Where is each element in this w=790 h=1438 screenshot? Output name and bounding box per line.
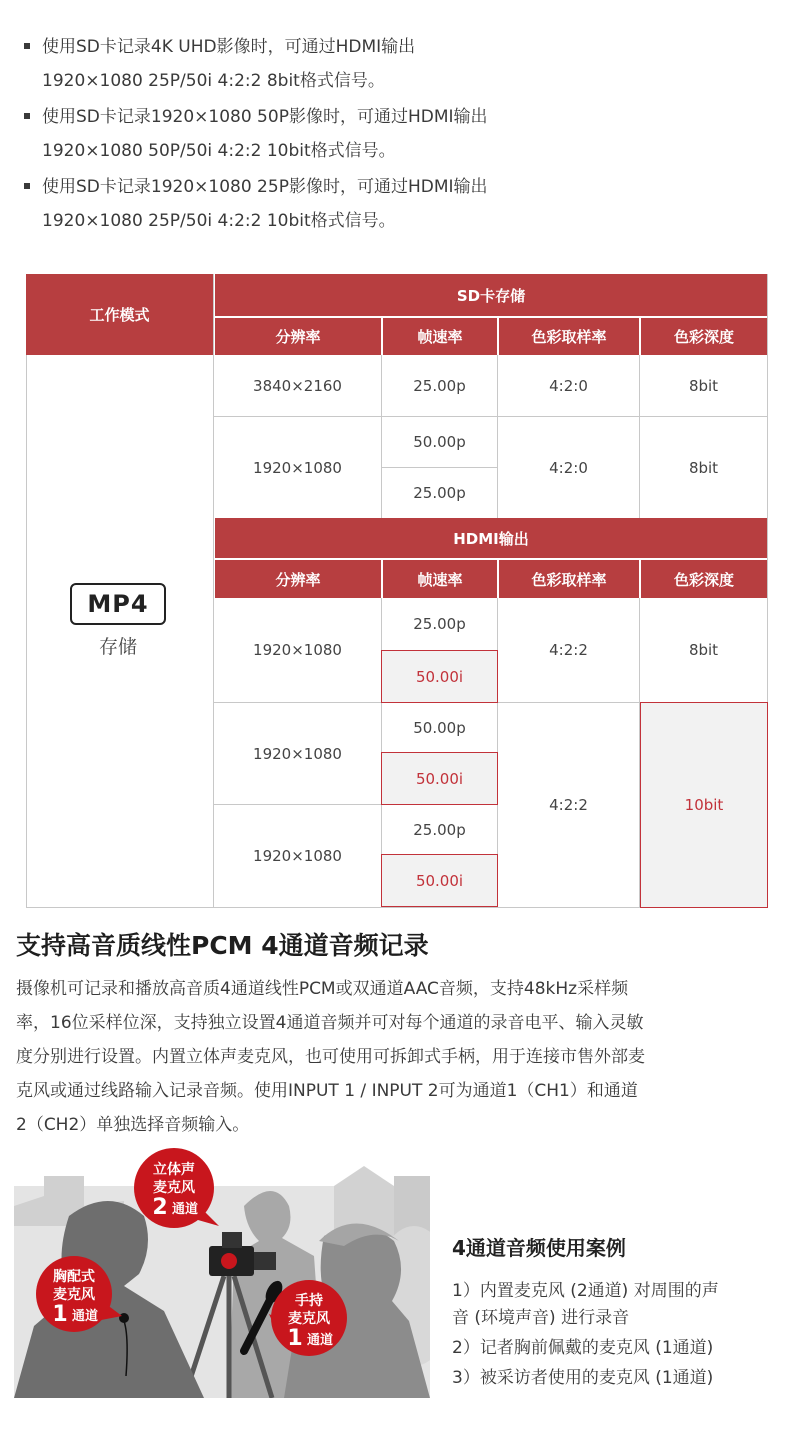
square-bullet-icon	[24, 43, 30, 49]
camera-lens-shape	[254, 1252, 276, 1270]
bullet-item	[22, 100, 722, 168]
sd-r1-resolution: 3840×2160	[253, 376, 342, 395]
usecase-list	[452, 1278, 782, 1395]
bullet-line: 使用SD卡记录4K UHD影像时，可通过HDMI输出	[42, 37, 416, 57]
usecase-item	[452, 1278, 782, 1332]
hdmi-g1-resolution: 1920×1080	[253, 641, 342, 659]
sd-r2-framerate-a: 50.00p	[413, 433, 466, 451]
sd-col-resolution: 分辨率	[215, 318, 381, 355]
hdmi-col-chroma: 色彩取样率	[499, 560, 639, 598]
hdmi-g2-framerate-a: 50.00p	[413, 718, 466, 737]
bullet-line: 使用SD卡记录1920×1080 50P影像时，可通过HDMI输出	[42, 107, 488, 127]
usecase-line: 2）记者胸前佩戴的麦克风 (1通道)	[452, 1338, 714, 1358]
interview-scene-image	[14, 1146, 430, 1398]
feature-bullet-list	[22, 30, 722, 240]
stereo-bubble-line2: 麦克风	[153, 1180, 195, 1196]
usecase-item	[452, 1365, 782, 1392]
usecase-title: 4通道音频使用案例	[452, 1236, 626, 1260]
interview-illustration	[14, 1146, 430, 1398]
hdmi-output-header: HDMI输出	[215, 518, 767, 558]
lapel-bubble-unit: 通道	[71, 1309, 99, 1324]
mode-label: 存储	[98, 636, 137, 658]
sd-r1-framerate: 25.00p	[413, 376, 466, 395]
hdmi-g23-chroma: 4:2:2	[549, 796, 588, 814]
bullet-line: 使用SD卡记录1920×1080 25P影像时，可通过HDMI输出	[42, 177, 488, 197]
stereo-bubble-number: 2	[152, 1195, 168, 1220]
sd-r2-chroma: 4:2:0	[549, 458, 588, 477]
bullet-item	[22, 170, 722, 238]
stereo-bubble-unit: 通道	[171, 1202, 199, 1217]
usecase-item	[452, 1335, 782, 1362]
handheld-bubble-number: 1	[287, 1326, 303, 1351]
paragraph-line: 度分别进行设置。内置立体声麦克风，也可使用可拆卸式手柄，用于连接市售外部麦	[16, 1047, 645, 1067]
hdmi-col-resolution: 分辨率	[215, 560, 381, 598]
square-bullet-icon	[24, 183, 30, 189]
sd-col-depth: 色彩深度	[641, 318, 767, 355]
bullet-line: 1920×1080 25P/50i 4:2:2 10bit格式信号。	[42, 211, 396, 231]
sd-r2-depth: 8bit	[688, 458, 719, 477]
lapel-bubble-number: 1	[52, 1302, 68, 1327]
stereo-bubble-line1: 立体声	[153, 1162, 195, 1178]
usecase-line: 1）内置麦克风 (2通道) 对周围的声	[452, 1281, 719, 1301]
sd-r2-framerate-b: 25.00p	[413, 484, 466, 502]
bullet-line: 1920×1080 25P/50i 4:2:2 8bit格式信号。	[42, 71, 385, 91]
sd-r2-resolution: 1920×1080	[253, 458, 342, 477]
lapel-mic-head	[119, 1313, 129, 1323]
sd-r1-depth: 8bit	[688, 376, 719, 395]
sd-col-chroma: 色彩取样率	[499, 318, 639, 355]
hdmi-g3-resolution: 1920×1080	[253, 847, 342, 865]
mp4-logo: MP4	[70, 583, 166, 625]
handheld-bubble-unit: 通道	[306, 1333, 334, 1348]
hdmi-g1-framerate-b-highlight: 50.00i	[381, 650, 498, 703]
hdmi-g3-framerate-a: 25.00p	[413, 820, 466, 839]
paragraph-line: 2（CH2）单独选择音频输入。	[16, 1115, 250, 1135]
table-border-left	[26, 274, 27, 908]
lapel-bubble-line1: 胸配式	[53, 1269, 95, 1285]
hdmi-g1-framerate-a: 25.00p	[413, 615, 466, 633]
sd-storage-header: SD卡存储	[215, 274, 767, 316]
spec-table	[26, 274, 768, 908]
section-paragraph	[16, 972, 776, 1142]
usecase-line: 3）被采访者使用的麦克风 (1通道)	[452, 1368, 714, 1388]
paragraph-line: 摄像机可记录和播放高音质4通道线性PCM或双通道AAC音频，支持48kHz采样频	[16, 979, 629, 999]
sd-col-framerate: 帧速率	[383, 318, 497, 355]
paragraph-line: 率，16位采样位深，支持独立设置4通道音频并可对每个通道的录音电平、输入灵敏	[16, 1013, 644, 1033]
hdmi-g1-chroma: 4:2:2	[549, 641, 588, 659]
bullet-item	[22, 30, 722, 98]
paragraph-line: 克风或通过线路输入记录音频。使用INPUT 1 / INPUT 2可为通道1（CH1）和通道	[16, 1081, 638, 1101]
hdmi-g3-framerate-b-highlight: 50.00i	[381, 854, 498, 907]
hdmi-g1-depth: 8bit	[688, 641, 719, 659]
square-bullet-icon	[24, 113, 30, 119]
section-title: 支持高音质线性PCM 4通道音频记录	[16, 931, 429, 960]
hdmi-g23-depth-highlight: 10bit	[640, 702, 768, 908]
usecase-line: 音 (环境声音) 进行录音	[452, 1308, 630, 1328]
handheld-bubble-line1: 手持	[295, 1293, 323, 1309]
hdmi-g2-resolution: 1920×1080	[253, 744, 342, 763]
hdmi-col-framerate: 帧速率	[383, 560, 497, 598]
camera-red-ring	[221, 1253, 237, 1269]
hdmi-g2-framerate-b-highlight: 50.00i	[381, 752, 498, 805]
lapel-bubble-line2: 麦克风	[53, 1287, 95, 1303]
camera-handle-shape	[222, 1232, 242, 1248]
handheld-bubble-line2: 麦克风	[288, 1311, 330, 1327]
hdmi-col-depth: 色彩深度	[641, 560, 767, 598]
bullet-line: 1920×1080 50P/50i 4:2:2 10bit格式信号。	[42, 141, 396, 161]
sd-r1-chroma: 4:2:0	[549, 376, 588, 395]
mode-header: 工作模式	[26, 274, 213, 355]
